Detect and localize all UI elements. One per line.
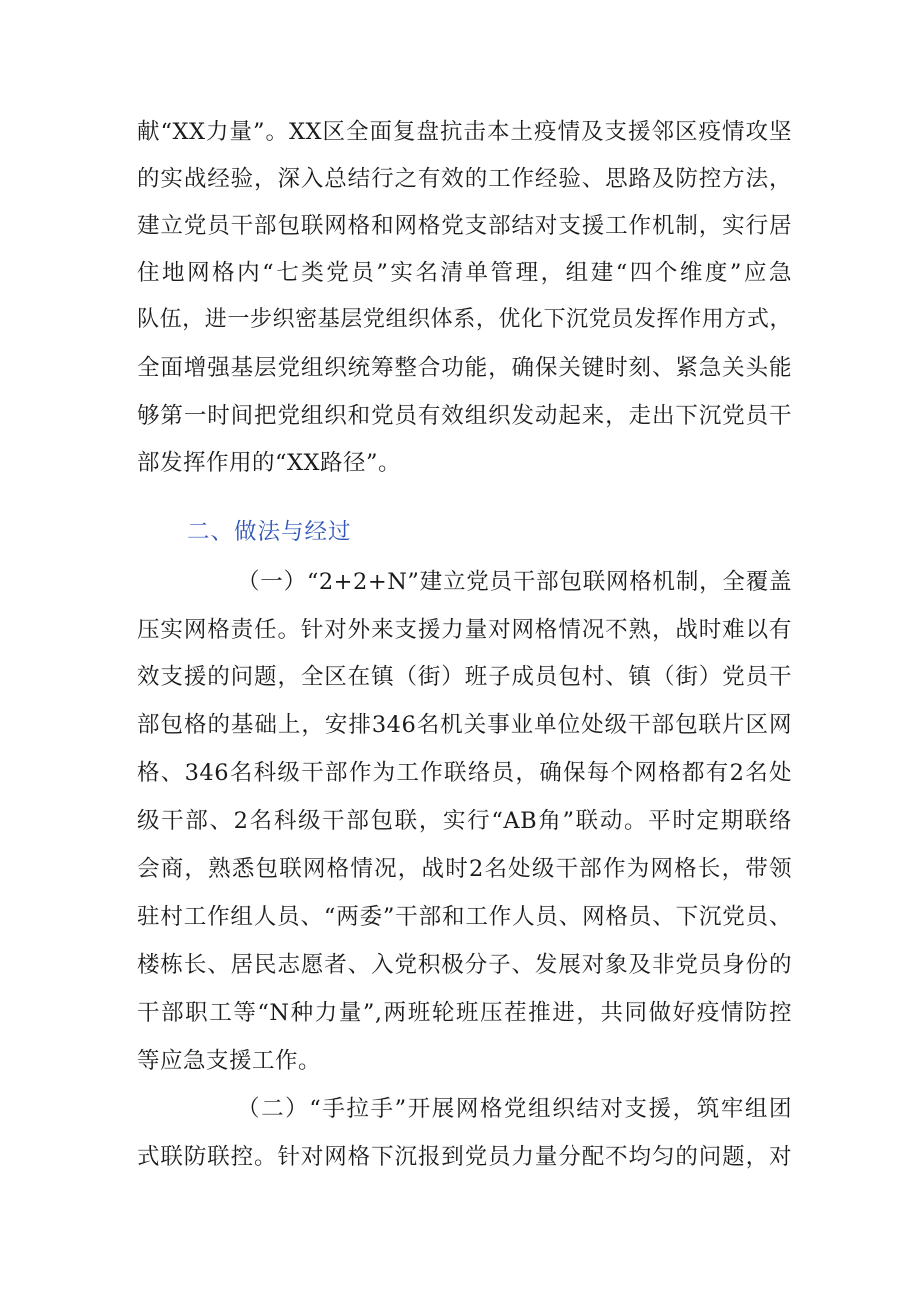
section1-line-4: 部包格的基础上，安排346名机关事业单位处级干部包联片区网 bbox=[137, 712, 792, 738]
section1-line-3: 效支援的问题，全区在镇（街）班子成员包村、镇（街）党员干 bbox=[137, 664, 792, 690]
intro-line-7: 够第一时间把党组织和党员有效组织发动起来，走出下沉党员干 bbox=[137, 403, 792, 429]
section1-line-1: （一）“2+2+N”建立党员干部包联网格机制，全覆盖 bbox=[237, 569, 792, 595]
section1-line-7: 会商，熟悉包联网格情况，战时2名处级干部作为网格长，带领 bbox=[137, 856, 792, 882]
section1-line-11: 等应急支援工作。 bbox=[137, 1048, 322, 1074]
intro-line-8: 部发挥作用的“XX路径”。 bbox=[137, 450, 402, 476]
section2-line-1: （二）“手拉手”开展网格党组织结对支援，筑牢组团 bbox=[237, 1096, 792, 1122]
section1-line-10: 干部职工等“N种力量”,两班轮班压茬推进，共同做好疫情防控 bbox=[137, 1000, 792, 1026]
section-heading: 二、做法与经过 bbox=[187, 519, 352, 545]
intro-line-2: 的实战经验，深入总结行之有效的工作经验、思路及防控方法， bbox=[137, 166, 792, 192]
intro-line-3: 建立党员干部包联网格和网格党支部结对支援工作机制，实行居 bbox=[137, 213, 792, 239]
intro-line-1: 献“XX力量”。XX区全面复盘抗击本土疫情及支援邻区疫情攻坚 bbox=[137, 119, 792, 145]
section2-line-2: 式联防联控。针对网格下沉报到党员力量分配不均匀的问题，对 bbox=[137, 1144, 792, 1170]
intro-line-6: 全面增强基层党组织统筹整合功能，确保关键时刻、紧急关头能 bbox=[137, 355, 792, 381]
section1-line-2: 压实网格责任。针对外来支援力量对网格情况不熟，战时难以有 bbox=[137, 617, 792, 643]
intro-line-4: 住地网格内“七类党员”实名清单管理，组建“四个维度”应急 bbox=[137, 260, 792, 286]
intro-line-5: 队伍，进一步织密基层党组织体系，优化下沉党员发挥作用方式， bbox=[137, 307, 792, 332]
section1-line-8: 驻村工作组人员、“两委”干部和工作人员、网格员、下沉党员、 bbox=[137, 904, 792, 930]
section1-line-5: 格、346名科级干部作为工作联络员，确保每个网格都有2名处 bbox=[137, 760, 792, 786]
section1-line-6: 级干部、2名科级干部包联，实行“AB角”联动。平时定期联络 bbox=[137, 808, 792, 834]
section1-line-9: 楼栋长、居民志愿者、入党积极分子、发展对象及非党员身份的 bbox=[137, 952, 792, 978]
